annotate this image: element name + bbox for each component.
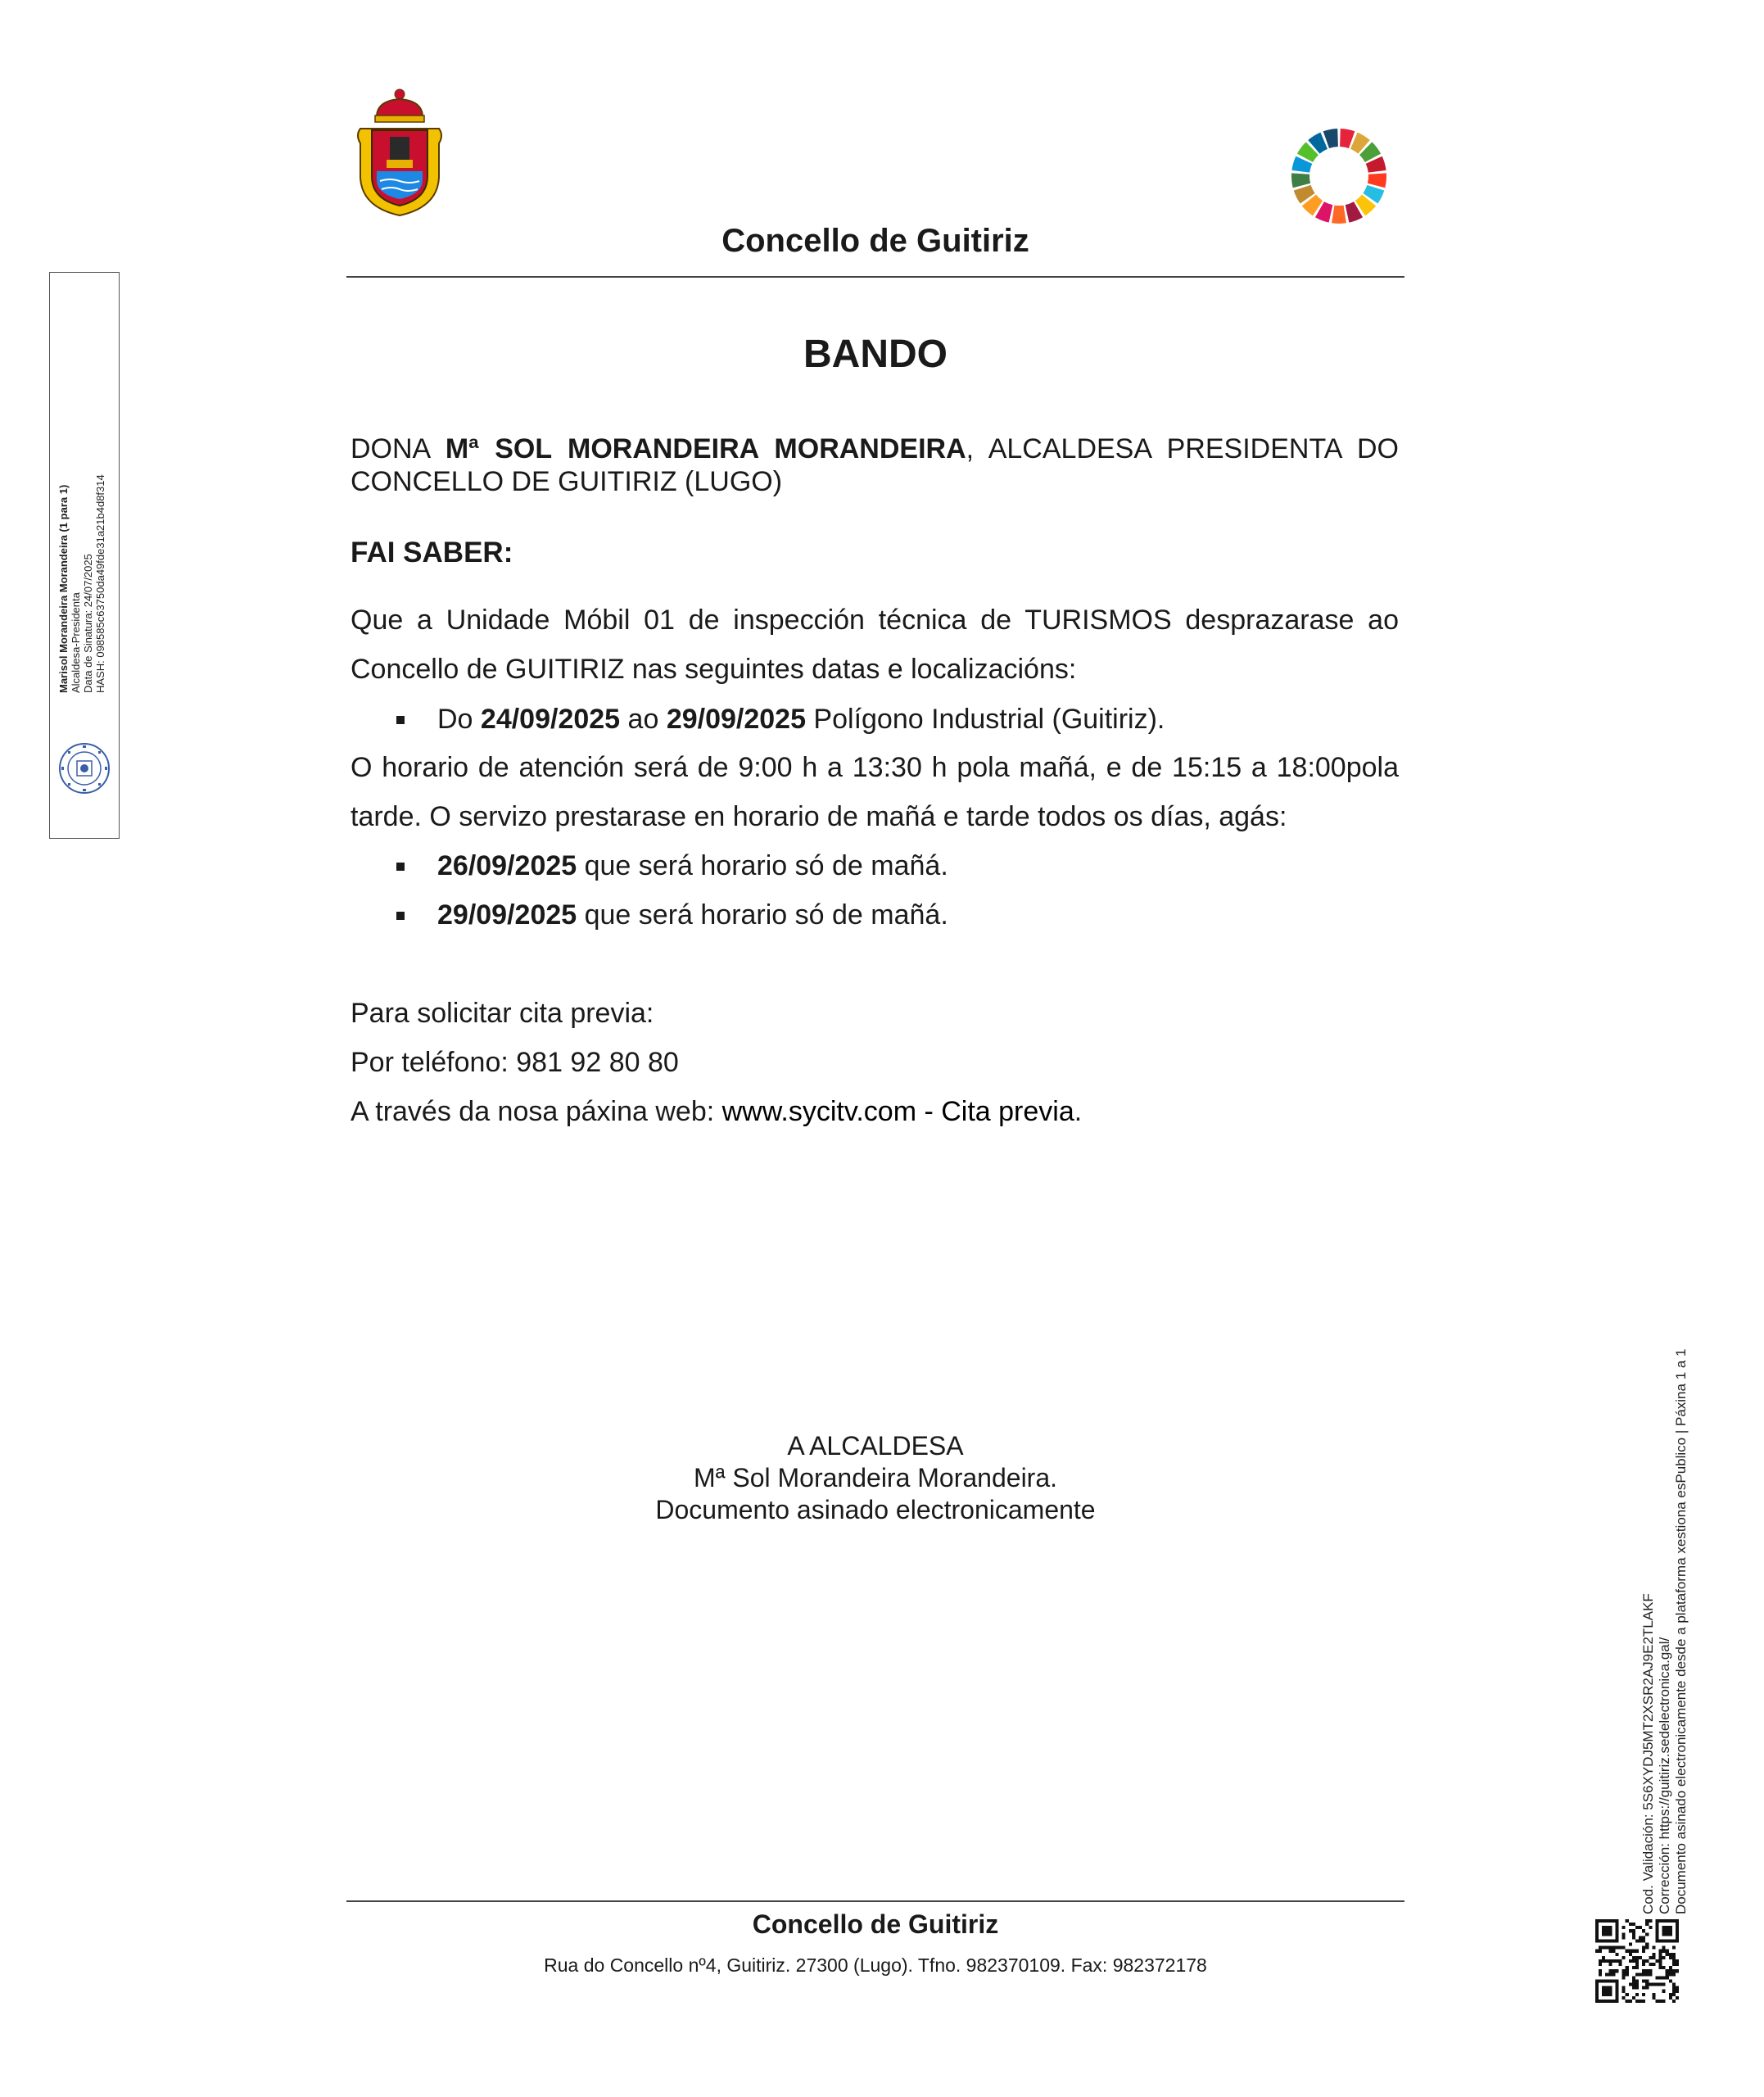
signature-name: Mª Sol Morandeira Morandeira.: [693, 1463, 1058, 1492]
stamp-date: Data de Sinatura: 24/07/2025: [82, 554, 94, 693]
footer-organization: Concello de Guitiriz: [752, 1909, 999, 1939]
document-title: BANDO: [803, 333, 948, 376]
paragraph-schedule: [351, 743, 1399, 841]
validation-page-note: Documento asinado electronicamente desde a plataforma xestiona esPublico | Páxina 1 a 1: [1673, 1348, 1689, 1914]
contact-intro: Para solicitar cita previa:: [351, 998, 654, 1029]
intro-line-2: CONCELLO DE GUITIRIZ (LUGO): [351, 466, 783, 497]
footer-divider: [346, 1900, 1404, 1902]
validation-qr-code[interactable]: [1595, 1919, 1679, 2003]
sdg-segment: [1368, 173, 1386, 188]
paragraph-inspection: [351, 596, 1399, 694]
sdg-wheel-logo: [1290, 127, 1388, 225]
contact-web: A través da nosa páxina web: www.sycitv.com - Cita previa.: [351, 1096, 1083, 1127]
signature-block: [346, 1430, 1404, 1526]
validation-code: Cod. Validación: 5S6XYDJ5MT2XSR2AJ9E2TLAKF: [1640, 1593, 1656, 1914]
sdg-segment: [1291, 173, 1310, 188]
sdg-segment: [1332, 206, 1346, 224]
signature-note: Documento asinado electronicamente: [655, 1495, 1096, 1524]
web-link[interactable]: www.sycitv.com - Cita previa: [721, 1096, 1074, 1127]
signature-role: A ALCALDESA: [787, 1431, 964, 1461]
contact-block: [351, 989, 1399, 1136]
paragraph-schedule-line-1: O horario de atención será de 9:00 h a 13:30 h pola mañá, e de 15:15 a 18:00pola: [351, 752, 1399, 783]
footer-address: Rua do Concello nº4, Guitiriz. 27300 (Lugo). Tfno. 982370109. Fax: 982372178: [544, 1954, 1207, 1976]
bullet-square-icon: [396, 716, 405, 724]
intro-paragraph: [351, 433, 1399, 498]
fai-saber-heading: FAI SABER:: [351, 537, 513, 568]
bullet-square-icon: [396, 912, 405, 920]
intro-line-1: DONA Mª SOL MORANDEIRA MORANDEIRA, ALCALDESA PRESIDENTA DO: [351, 433, 1399, 464]
coat-of-arms-logo: [352, 86, 447, 217]
validation-url: Corrección: https://guitiriz.sedelectronica.gal/: [1657, 1637, 1672, 1914]
header-divider: [346, 276, 1404, 278]
paragraph-inspection-line-2: Concello de GUITIRIZ nas seguintes datas e localizacións:: [351, 654, 1077, 685]
bullet-square-icon: [396, 863, 405, 871]
header-organization: Concello de Guitiriz: [721, 223, 1029, 259]
phone-number[interactable]: 981 92 80 80: [516, 1047, 679, 1078]
stamp-hash: HASH: 098585c63750da49fde31a21b4d8f314: [94, 474, 106, 693]
paragraph-inspection-line-1: Que a Unidade Móbil 01 de inspección técnica de TURISMOS desprazarase ao: [351, 605, 1399, 636]
paragraph-schedule-line-2: tarde. O servizo prestarase en horario de mañá e tarde todos os días, agás:: [351, 801, 1287, 832]
stamp-role: Alcaldesa-Presidenta: [70, 592, 82, 693]
official-seal-icon: [57, 741, 111, 795]
mayor-name: Mª SOL MORANDEIRA MORANDEIRA: [445, 433, 966, 464]
contact-phone: Por teléfono: 981 92 80 80: [351, 1047, 679, 1078]
stamp-signer: Marisol Morandeira Morandeira (1 para 1): [57, 484, 70, 693]
